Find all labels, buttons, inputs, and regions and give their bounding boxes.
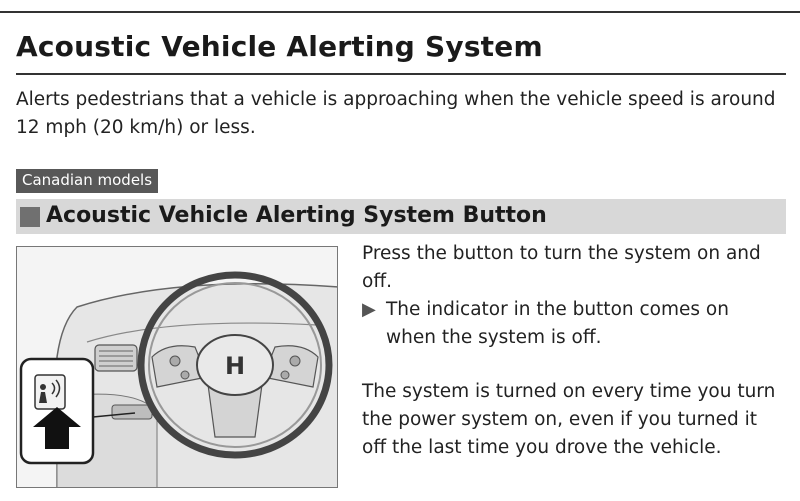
- air-vent-icon: [95, 345, 137, 371]
- page-title: Acoustic Vehicle Alerting System: [16, 30, 543, 63]
- triangle-right-icon: ▶: [362, 299, 376, 320]
- dashboard-illustration: [16, 246, 338, 488]
- section-heading-bar: [16, 199, 786, 234]
- svg-text:H: H: [224, 352, 246, 380]
- system-paragraph: The system is turned on every time you turn the power system on, even if you turned it off the last time you drove the vehicle.: [362, 381, 776, 458]
- note-text: The indicator in the button comes on when the system is off.: [386, 299, 729, 348]
- title-rule: [16, 73, 786, 75]
- model-badge: Canadian models: [16, 169, 158, 193]
- instruction-text: Press the button to turn the system on and off.: [362, 243, 761, 292]
- section-heading: Acoustic Vehicle Alerting System Button: [46, 203, 547, 228]
- section-body: [362, 240, 782, 462]
- intro-text: Alerts pedestrians that a vehicle is approaching when the vehicle speed is around 12 mph (20 km/h) or less.: [16, 89, 776, 138]
- steering-wheel-illustration: [17, 247, 338, 488]
- top-rule: [0, 11, 800, 13]
- note-item: [362, 296, 782, 352]
- section-marker-square: [20, 207, 40, 227]
